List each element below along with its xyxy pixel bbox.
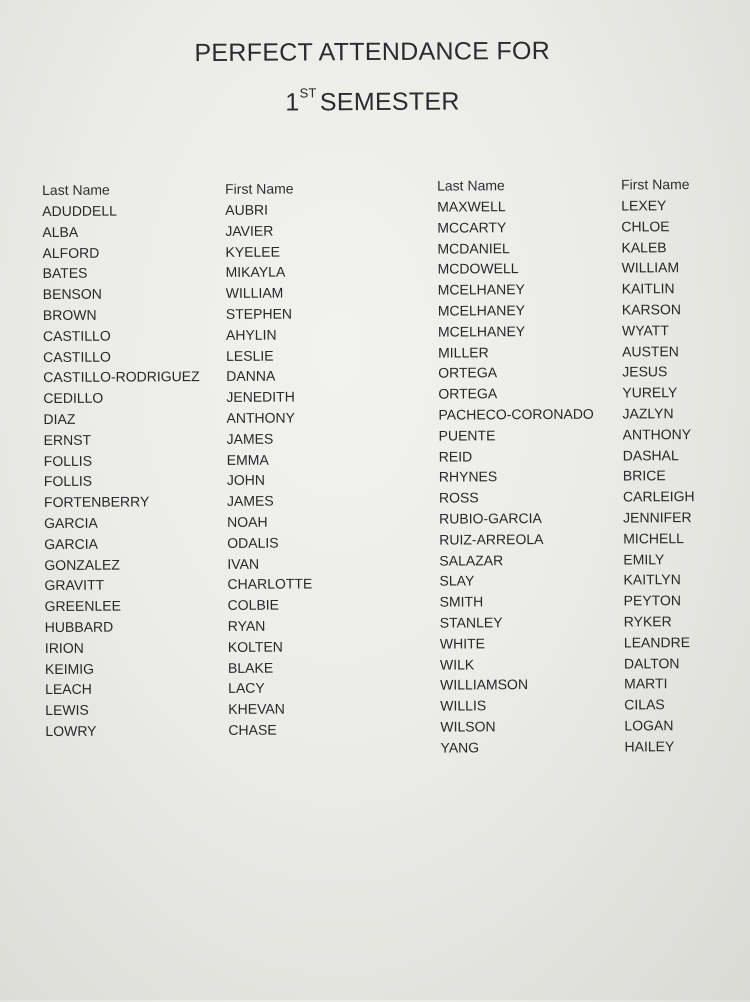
first-name-cell: MIKAYLA <box>225 263 286 281</box>
last-name-cell: KEIMIG <box>44 660 95 677</box>
first-name-cell: AUSTEN <box>622 342 679 360</box>
first-name-cell: CILAS <box>624 696 665 713</box>
first-name-cell: JAVIER <box>225 222 274 239</box>
last-name-cell: ERNST <box>43 431 92 448</box>
first-name-cell: JENNIFER <box>623 509 692 526</box>
last-name-cell: RUBIO-GARCIA <box>439 509 542 527</box>
first-name-cell: WILLIAM <box>621 259 680 276</box>
last-name-cell: CASTILLO <box>43 348 111 365</box>
last-name-cell: SMITH <box>439 593 484 610</box>
first-name-cell: KYELEE <box>225 243 281 260</box>
right-last-name-header: Last Name <box>437 177 505 194</box>
last-name-cell: LEACH <box>45 681 92 698</box>
first-name-cell: JESUS <box>622 363 668 380</box>
first-name-cell: RYKER <box>623 613 672 630</box>
first-name-cell: LESLIE <box>226 347 274 364</box>
first-name-cell: IVAN <box>227 555 260 572</box>
first-name-cell: EMMA <box>226 451 269 468</box>
first-name-cell: YURELY <box>622 384 678 401</box>
last-name-cell: MILLER <box>438 343 489 361</box>
last-name-cell: PACHECO-CORONADO <box>438 405 594 423</box>
first-name-cell: KARSON <box>621 301 682 318</box>
last-name-cell: MCDOWELL <box>437 260 519 278</box>
first-name-cell: ANTHONY <box>226 409 295 426</box>
last-name-cell: GRAVITT <box>44 577 105 594</box>
first-name-cell: HAILEY <box>624 737 675 755</box>
last-name-cell: HUBBARD <box>44 618 114 635</box>
last-name-cell: WILSON <box>440 718 496 735</box>
page-subtitle <box>0 86 748 120</box>
last-name-cell: WILK <box>439 655 475 673</box>
first-name-cell: LOGAN <box>624 717 674 734</box>
first-name-cell: MARTI <box>624 675 668 692</box>
last-name-cell: GREENLEE <box>44 597 121 615</box>
last-name-cell: FOLLIS <box>43 452 93 469</box>
last-name-cell: MCCARTY <box>437 218 507 236</box>
first-name-cell: WILLIAM <box>225 284 284 302</box>
first-name-cell: MICHELL <box>623 529 684 547</box>
first-name-cell: JAZLYN <box>622 405 674 422</box>
last-name-cell: PUENTE <box>438 427 496 444</box>
first-name-cell: KHEVAN <box>228 700 285 718</box>
last-name-cell: SLAY <box>439 572 475 589</box>
last-name-cell: IRION <box>44 639 84 656</box>
right-first-name-header: First Name <box>621 176 690 193</box>
first-name-cell: LEANDRE <box>623 633 691 651</box>
first-name-cell: JAMES <box>226 492 274 510</box>
first-name-cell: CARLEIGH <box>622 488 695 505</box>
first-name-cell: CHASE <box>228 721 277 738</box>
first-name-cell: JAMES <box>226 430 274 447</box>
last-name-cell: MCDANIEL <box>437 239 510 257</box>
last-name-cell: CASTILLO-RODRIGUEZ <box>43 368 200 386</box>
last-name-cell: RUIZ-ARREOLA <box>439 530 544 548</box>
last-name-cell: LOWRY <box>45 722 97 739</box>
first-name-cell: BLAKE <box>227 659 274 676</box>
first-name-cell: STEPHEN <box>225 305 293 322</box>
first-name-cell: CHARLOTTE <box>227 575 313 593</box>
last-name-cell: MCELHANEY <box>437 281 525 298</box>
first-name-cell: WYATT <box>621 321 669 339</box>
first-name-cell: CHLOE <box>621 217 670 235</box>
first-name-cell: ODALIS <box>227 534 279 551</box>
first-name-cell: LEXEY <box>621 197 667 214</box>
last-name-cell: GARCIA <box>44 514 98 531</box>
last-name-cell: FORTENBERRY <box>43 493 150 511</box>
first-name-cell: DANNA <box>226 367 276 385</box>
last-name-cell: ROSS <box>438 489 479 506</box>
last-name-cell: SALAZAR <box>439 551 504 569</box>
first-name-cell: KAITLYN <box>623 571 681 588</box>
left-last-name-header: Last Name <box>42 181 110 199</box>
first-name-cell: KOLTEN <box>227 638 283 655</box>
last-name-cell: BROWN <box>42 306 97 324</box>
ordinal-suffix: ST <box>299 85 317 101</box>
last-name-cell: BENSON <box>42 285 102 303</box>
last-name-cell: ORTEGA <box>438 385 498 402</box>
last-name-cell: FOLLIS <box>43 473 93 490</box>
last-name-cell: STANLEY <box>439 614 503 631</box>
page-title: PERFECT ATTENDANCE FOR <box>194 36 551 68</box>
last-name-cell: ALBA <box>42 223 79 240</box>
last-name-cell: CEDILLO <box>43 389 104 407</box>
left-first-name-column <box>225 178 313 740</box>
first-name-cell: LACY <box>228 680 265 697</box>
last-name-cell: CASTILLO <box>42 327 111 344</box>
first-name-cell: NOAH <box>227 513 268 530</box>
last-name-cell: ALFORD <box>42 244 100 261</box>
left-first-name-header: First Name <box>225 180 294 197</box>
last-name-cell: WHITE <box>439 635 486 652</box>
last-name-cell: MCELHANEY <box>437 302 526 319</box>
first-name-cell: KAITLIN <box>621 280 675 297</box>
first-name-cell: DALTON <box>623 654 680 672</box>
first-name-cell: BRICE <box>622 467 666 484</box>
first-name-cell: AHYLIN <box>225 326 277 343</box>
last-name-cell: REID <box>438 447 473 465</box>
semester-word: SEMESTER <box>319 87 460 117</box>
first-name-cell: JOHN <box>226 472 266 489</box>
first-name-cell: RYAN <box>227 617 266 634</box>
last-name-cell: WILLIAMSON <box>440 676 529 693</box>
last-name-cell: RHYNES <box>438 468 498 485</box>
last-name-cell: ADUDDELL <box>42 202 117 220</box>
first-name-cell: DASHAL <box>622 446 679 464</box>
left-last-name-column <box>42 179 202 742</box>
last-name-cell: LEWIS <box>45 701 89 719</box>
first-name-cell: COLBIE <box>227 596 280 614</box>
right-first-name-column <box>621 174 696 757</box>
last-name-cell: ORTEGA <box>438 364 498 381</box>
last-name-cell: YANG <box>440 739 480 756</box>
first-name-cell: PEYTON <box>623 592 681 609</box>
first-name-cell: EMILY <box>623 550 665 568</box>
first-name-cell: KALEB <box>621 238 667 256</box>
first-name-cell: ANTHONY <box>622 425 692 443</box>
last-name-cell: MAXWELL <box>437 198 506 215</box>
last-name-cell: GARCIA <box>44 535 98 552</box>
last-name-cell: BATES <box>42 265 88 282</box>
first-name-cell: AUBRI <box>225 201 269 218</box>
first-name-cell: JENEDITH <box>226 388 295 406</box>
last-name-cell: MCELHANEY <box>437 322 526 340</box>
last-name-cell: WILLIS <box>440 697 487 714</box>
last-name-cell: GONZALEZ <box>44 556 120 573</box>
last-name-cell: DIAZ <box>43 410 76 427</box>
semester-number: 1 <box>285 88 300 117</box>
right-last-name-column <box>437 175 596 758</box>
